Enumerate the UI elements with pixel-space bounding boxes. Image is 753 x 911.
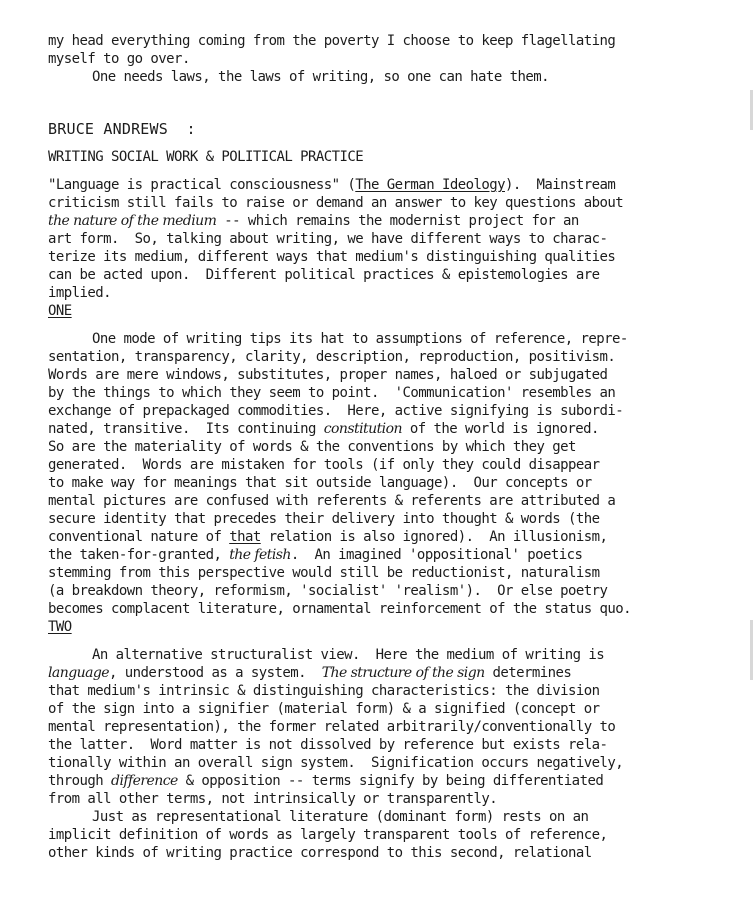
two-line-language (48, 664, 571, 682)
intro-line-1: my head everything coming from the poverty I choose to keep flagellating (48, 33, 616, 49)
one-line-taken (48, 546, 582, 564)
two-line-other: other kinds of writing practice correspond to this second, relational (48, 845, 592, 861)
section-two-heading: TWO (48, 619, 72, 635)
text-span: "Language is practical consciousness" ( (48, 177, 356, 193)
author-heading: BRUCE ANDREWS : (48, 120, 196, 138)
section-one-heading: ONE (48, 303, 72, 319)
italic-phrase: the fetish (229, 547, 291, 563)
text-span: ). Mainstream (504, 177, 616, 193)
two-line: the latter. Word matter is not dissolved by reference but exists rela- (48, 737, 608, 753)
text-span: the taken-for-granted, (48, 547, 230, 563)
text-span: through (48, 773, 112, 789)
opening-line-3 (48, 212, 579, 230)
italic-phrase: The structure of the sign (321, 665, 485, 681)
two-line: tionally within an overall sign system. Signification occurs negatively, (48, 755, 624, 771)
two-line-first: An alternative structuralist view. Here the medium of writing is (92, 647, 605, 663)
text-span: & opposition -- terms signify by being differentiated (177, 773, 604, 789)
one-line: mental pictures are confused with referents & referents are attributed a (48, 493, 616, 509)
two-line: of the sign into a signifier (material form) & a signified (concept or (48, 701, 600, 717)
one-line: stemming from this perspective would still be reductionist, naturalism (48, 565, 600, 581)
one-line: (a breakdown theory, reformism, 'socialist' 'realism'). Or else poetry (48, 583, 608, 599)
one-line: to make way for meanings that sit outside language). Our concepts or (48, 475, 592, 491)
one-line: by the things to which they seem to point. 'Communication' resembles an (48, 385, 616, 401)
text-span: nated, transitive. Its continuing (48, 421, 324, 437)
text-span: , understood as a system. (109, 665, 322, 681)
italic-word: constitution (323, 421, 402, 437)
two-line-just: Just as representational literature (dominant form) rests on an (92, 809, 589, 825)
text-span: of the world is ignored. (401, 421, 599, 437)
one-line: becomes complacent literature, ornamental reinforcement of the status quo. (48, 601, 632, 617)
one-line: exchange of prepackaged commodities. Here, active signifying is subordi- (48, 403, 624, 419)
italic-word: language (48, 665, 110, 681)
one-line: sentation, transparency, clarity, description, reproduction, positivism. (48, 349, 616, 365)
text-span: relation is also ignored). An illusionism, (260, 529, 608, 545)
opening-line-2: criticism still fails to raise or demand an answer to key questions about (48, 195, 624, 211)
opening-line-7: implied. (48, 285, 112, 301)
intro-line-2: myself to go over. (48, 51, 190, 67)
opening-line-4: art form. So, talking about writing, we have different ways to charac- (48, 231, 608, 247)
italic-phrase: the nature of the medium (48, 213, 217, 229)
intro-line-3: One needs laws, the laws of writing, so one can hate them. (92, 69, 549, 85)
one-line-first: One mode of writing tips its hat to assumptions of reference, repre- (92, 331, 628, 347)
two-line: mental representation), the former related arbitrarily/conventionally to (48, 719, 616, 735)
two-line-through (48, 772, 603, 790)
one-line: Words are mere windows, substitutes, proper names, haloed or subjugated (48, 367, 608, 383)
opening-line-1 (48, 176, 615, 194)
two-line: that medium's intrinsic & distinguishing characteristics: the division (48, 683, 600, 699)
one-line: So are the materiality of words & the conventions by which they get (48, 439, 576, 455)
underlined-word: that (229, 529, 261, 545)
opening-line-5: terize its medium, different ways that medium's distinguishing qualities (48, 249, 616, 265)
one-line: generated. Words are mistaken for tools (if only they could disappear (48, 457, 600, 473)
opening-line-6: can be acted upon. Different political practices & epistemologies are (48, 267, 600, 283)
text-span: conventional nature of (48, 529, 230, 545)
two-line-from: from all other terms, not intrinsically or transparently. (48, 791, 498, 807)
one-line-conventional (48, 528, 607, 546)
two-line-implicit: implicit definition of words as largely transparent tools of reference, (48, 827, 608, 843)
text-span: . An imagined 'oppositional' poetics (290, 547, 583, 563)
italic-word: difference (111, 773, 178, 789)
one-line-nated (48, 420, 599, 438)
text-span: determines (484, 665, 572, 681)
book-title: The German Ideology (355, 177, 505, 193)
one-line: secure identity that precedes their delivery into thought & words (the (48, 511, 600, 527)
text-span: -- which remains the modernist project for an (216, 213, 579, 229)
essay-title: WRITING SOCIAL WORK & POLITICAL PRACTICE (48, 149, 364, 165)
